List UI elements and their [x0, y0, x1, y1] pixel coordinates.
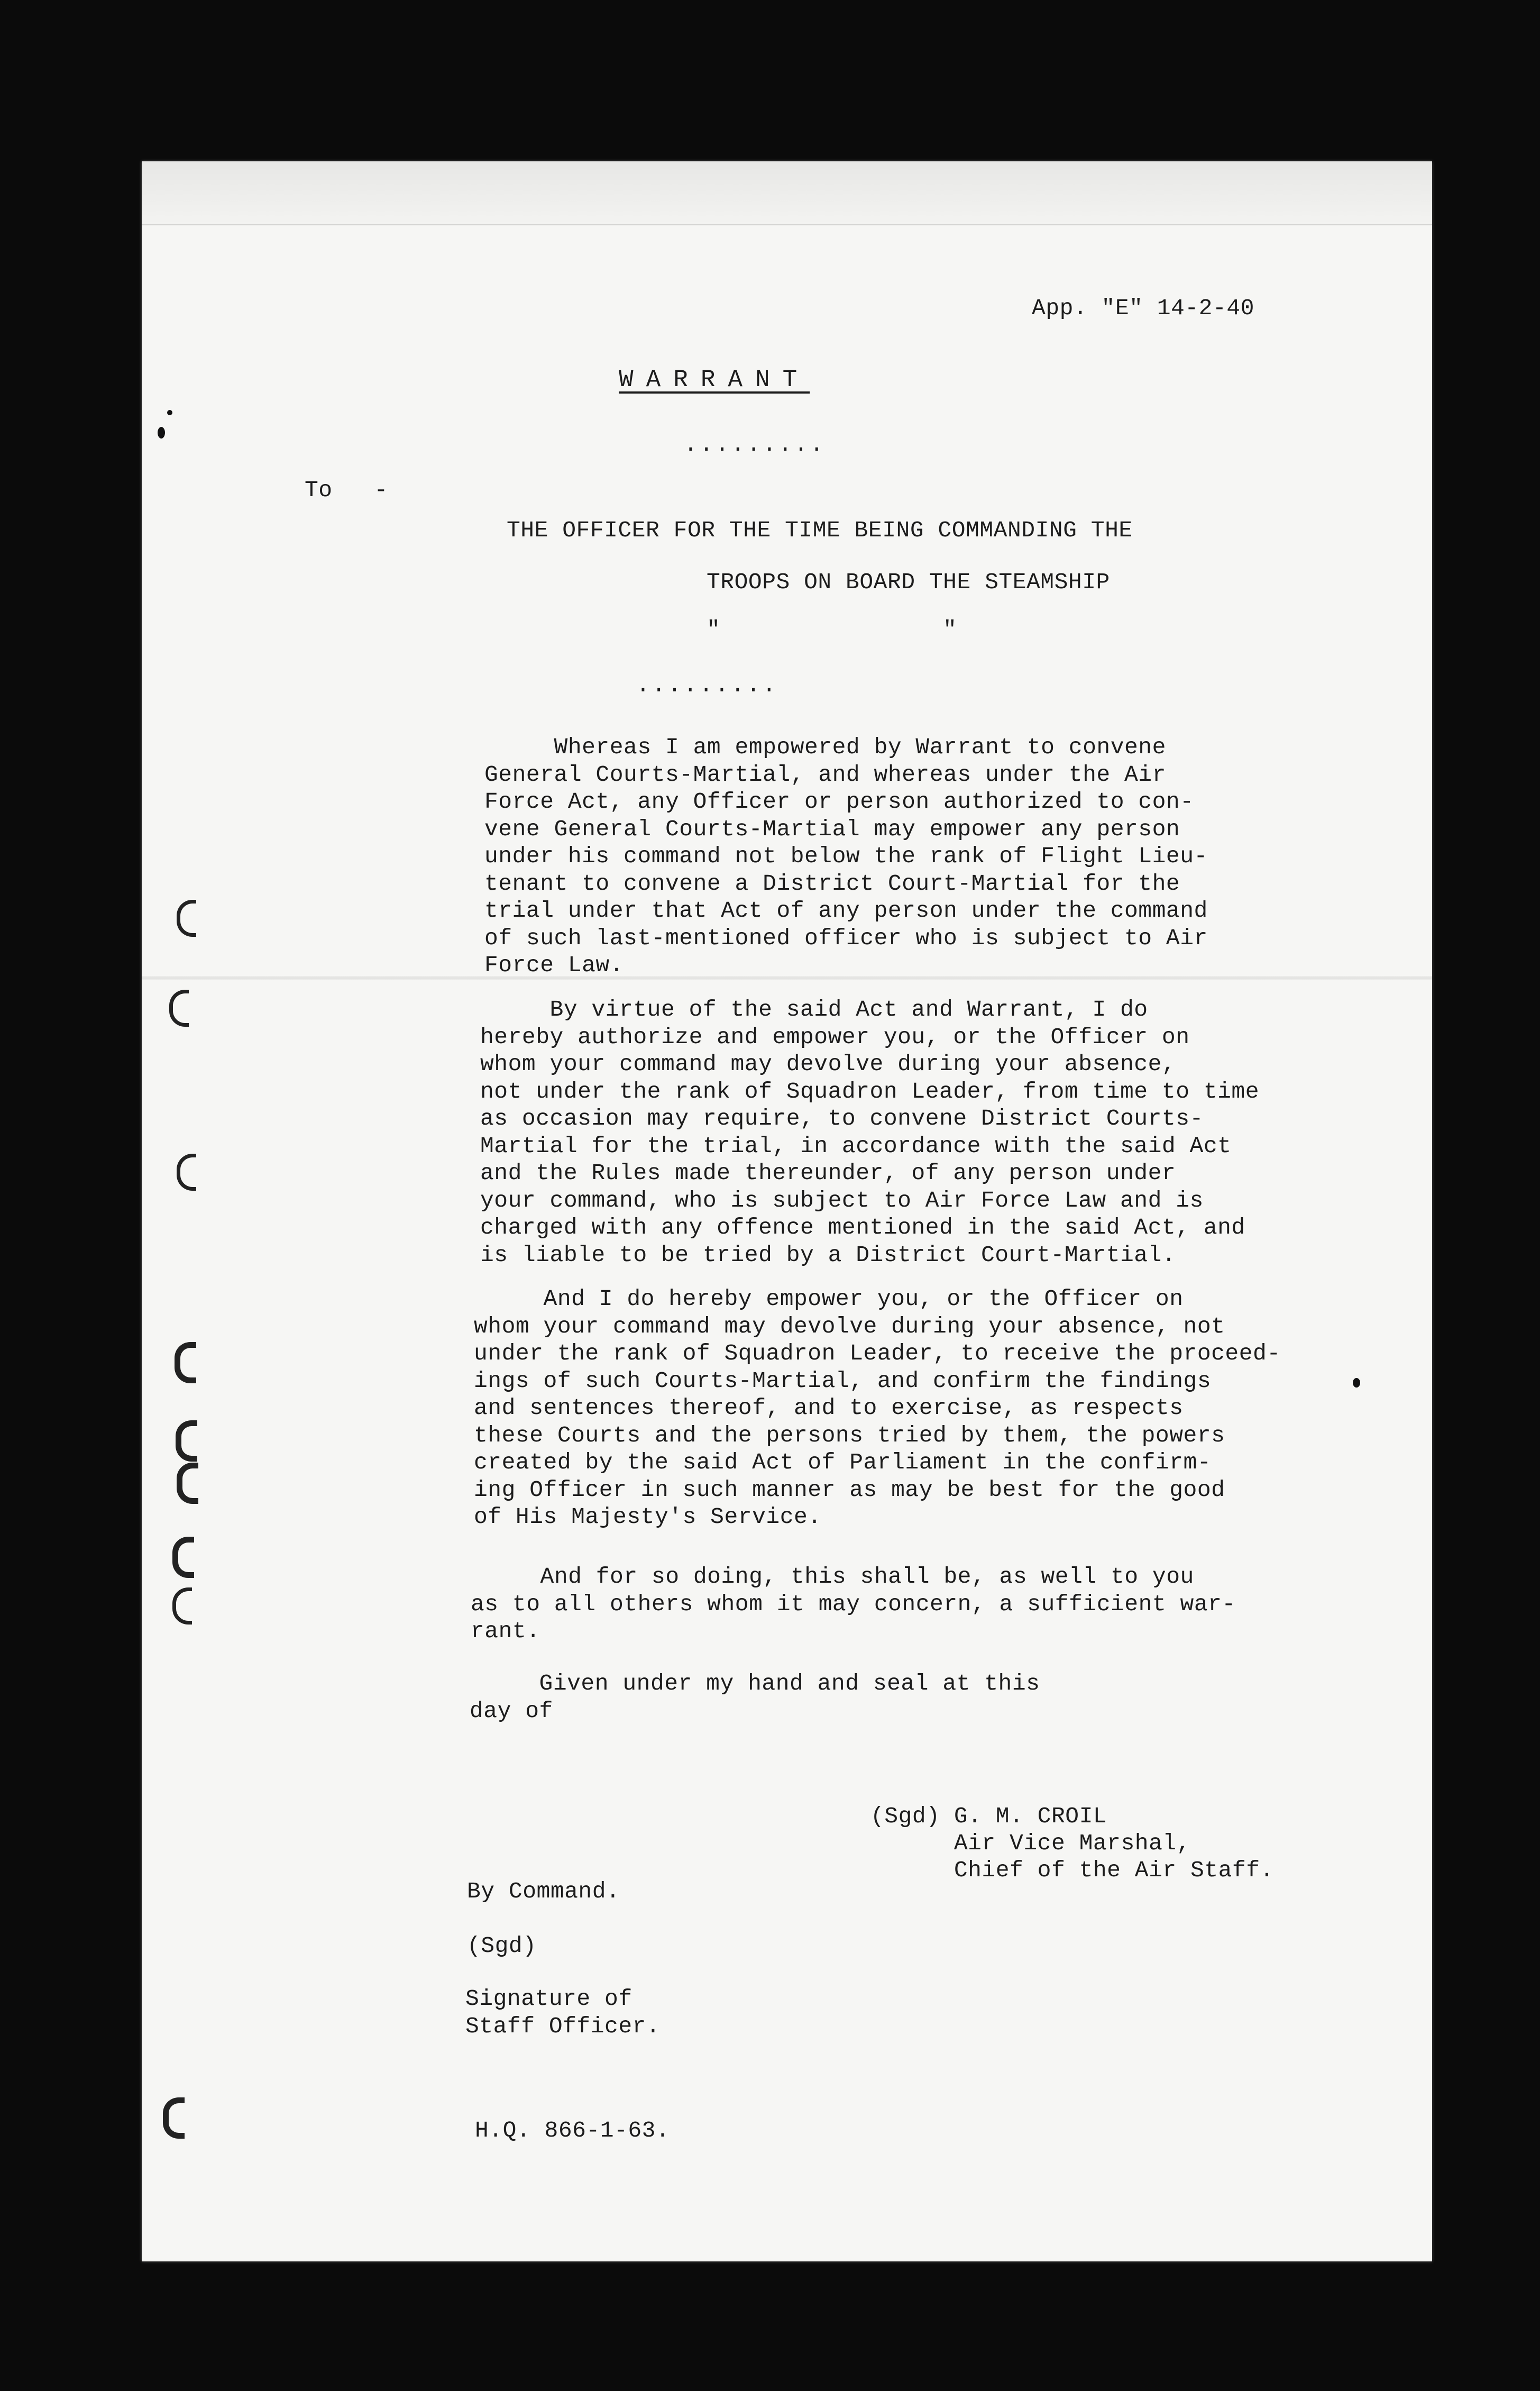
ink-speck: [167, 410, 172, 415]
document-title: WARRANT: [619, 366, 810, 394]
signatory-name: (Sgd) G. M. CROIL: [870, 1803, 1107, 1829]
document-page: [142, 161, 1432, 2261]
paragraph-authorization: By virtue of the said Act and Warrant, I do hereby authorize and empower you, or the Officer on whom your command may devolve during your absence, not under the rank of Squadron Leader, from time to time as occasion may require, to convene District Courts- Martial for the trial, in accordance with the said Act and the Rules made thereunder, of any person under your command, who is subject to Air Force Law and is charged with any offence mentioned in the said Act, and is liable to be tried by a District Court-Martial.: [480, 997, 1260, 1268]
addressee-line-2: TROOPS ON BOARD THE STEAMSHIP: [707, 569, 1110, 595]
punch-hole-icon: [176, 1420, 197, 1462]
punch-hole-icon: [177, 900, 196, 937]
paragraph-sufficiency: And for so doing, this shall be, as well to you as to all others whom it may concern, a sufficient war- rant.: [471, 1564, 1236, 1644]
page-fold-top: [142, 161, 1432, 225]
punch-hole-icon: [172, 1537, 194, 1578]
file-reference: H.Q. 866-1-63.: [475, 2118, 670, 2143]
separator-bottom: .........: [636, 672, 778, 698]
punch-hole-icon: [177, 1463, 198, 1504]
punch-hole-icon: [163, 2097, 185, 2139]
ink-speck: [1353, 1378, 1360, 1388]
ink-speck: [158, 427, 165, 439]
paragraph-given: Given under my hand and seal at this day of: [470, 1671, 1040, 1724]
staff-signature-label: Signature of Staff Officer.: [465, 1986, 661, 2039]
paragraph-recital: Whereas I am empowered by Warrant to convene General Courts-Martial, and whereas under the Air Force Act, any Officer or person authorized to con- vene General Courts-Martial may empower any person under his command not below the rank of Flight Lieu- tenant to convene a District Court-Martial for the trial under that Act of any person under the command of such last-mentioned officer who is subject to Air Force Law.: [484, 734, 1208, 978]
document-reference: App. "E" 14-2-40: [1032, 295, 1254, 321]
punch-hole-icon: [175, 1342, 196, 1383]
punch-hole-icon: [172, 1587, 192, 1625]
separator-top: .........: [684, 432, 826, 458]
paragraph-confirmation: And I do hereby empower you, or the Officer on whom your command may devolve during your absence, not under the rank of Squadron Leader, to receive the proceed- ings of such Courts-Martial, and confirm the findings and sentences thereof, and to exercise, as respects these Courts and the persons tried by them, the powers created by the said Act of Parliament in the confirm- ing Officer in such manner as may be best for the good of His Majesty's Service.: [474, 1286, 1281, 1530]
addressee-line-1: THE OFFICER FOR THE TIME BEING COMMANDING THE: [507, 517, 1133, 543]
signatory-title: Chief of the Air Staff.: [870, 1857, 1274, 1883]
signatory-rank: Air Vice Marshal,: [870, 1830, 1190, 1856]
by-command: By Command.: [467, 1878, 620, 1904]
staff-sgd: (Sgd): [467, 1933, 537, 1959]
addressee-prefix: To -: [305, 477, 388, 503]
punch-hole-icon: [169, 990, 189, 1027]
punch-hole-icon: [177, 1154, 196, 1191]
ship-name-blank: " ": [707, 617, 957, 643]
